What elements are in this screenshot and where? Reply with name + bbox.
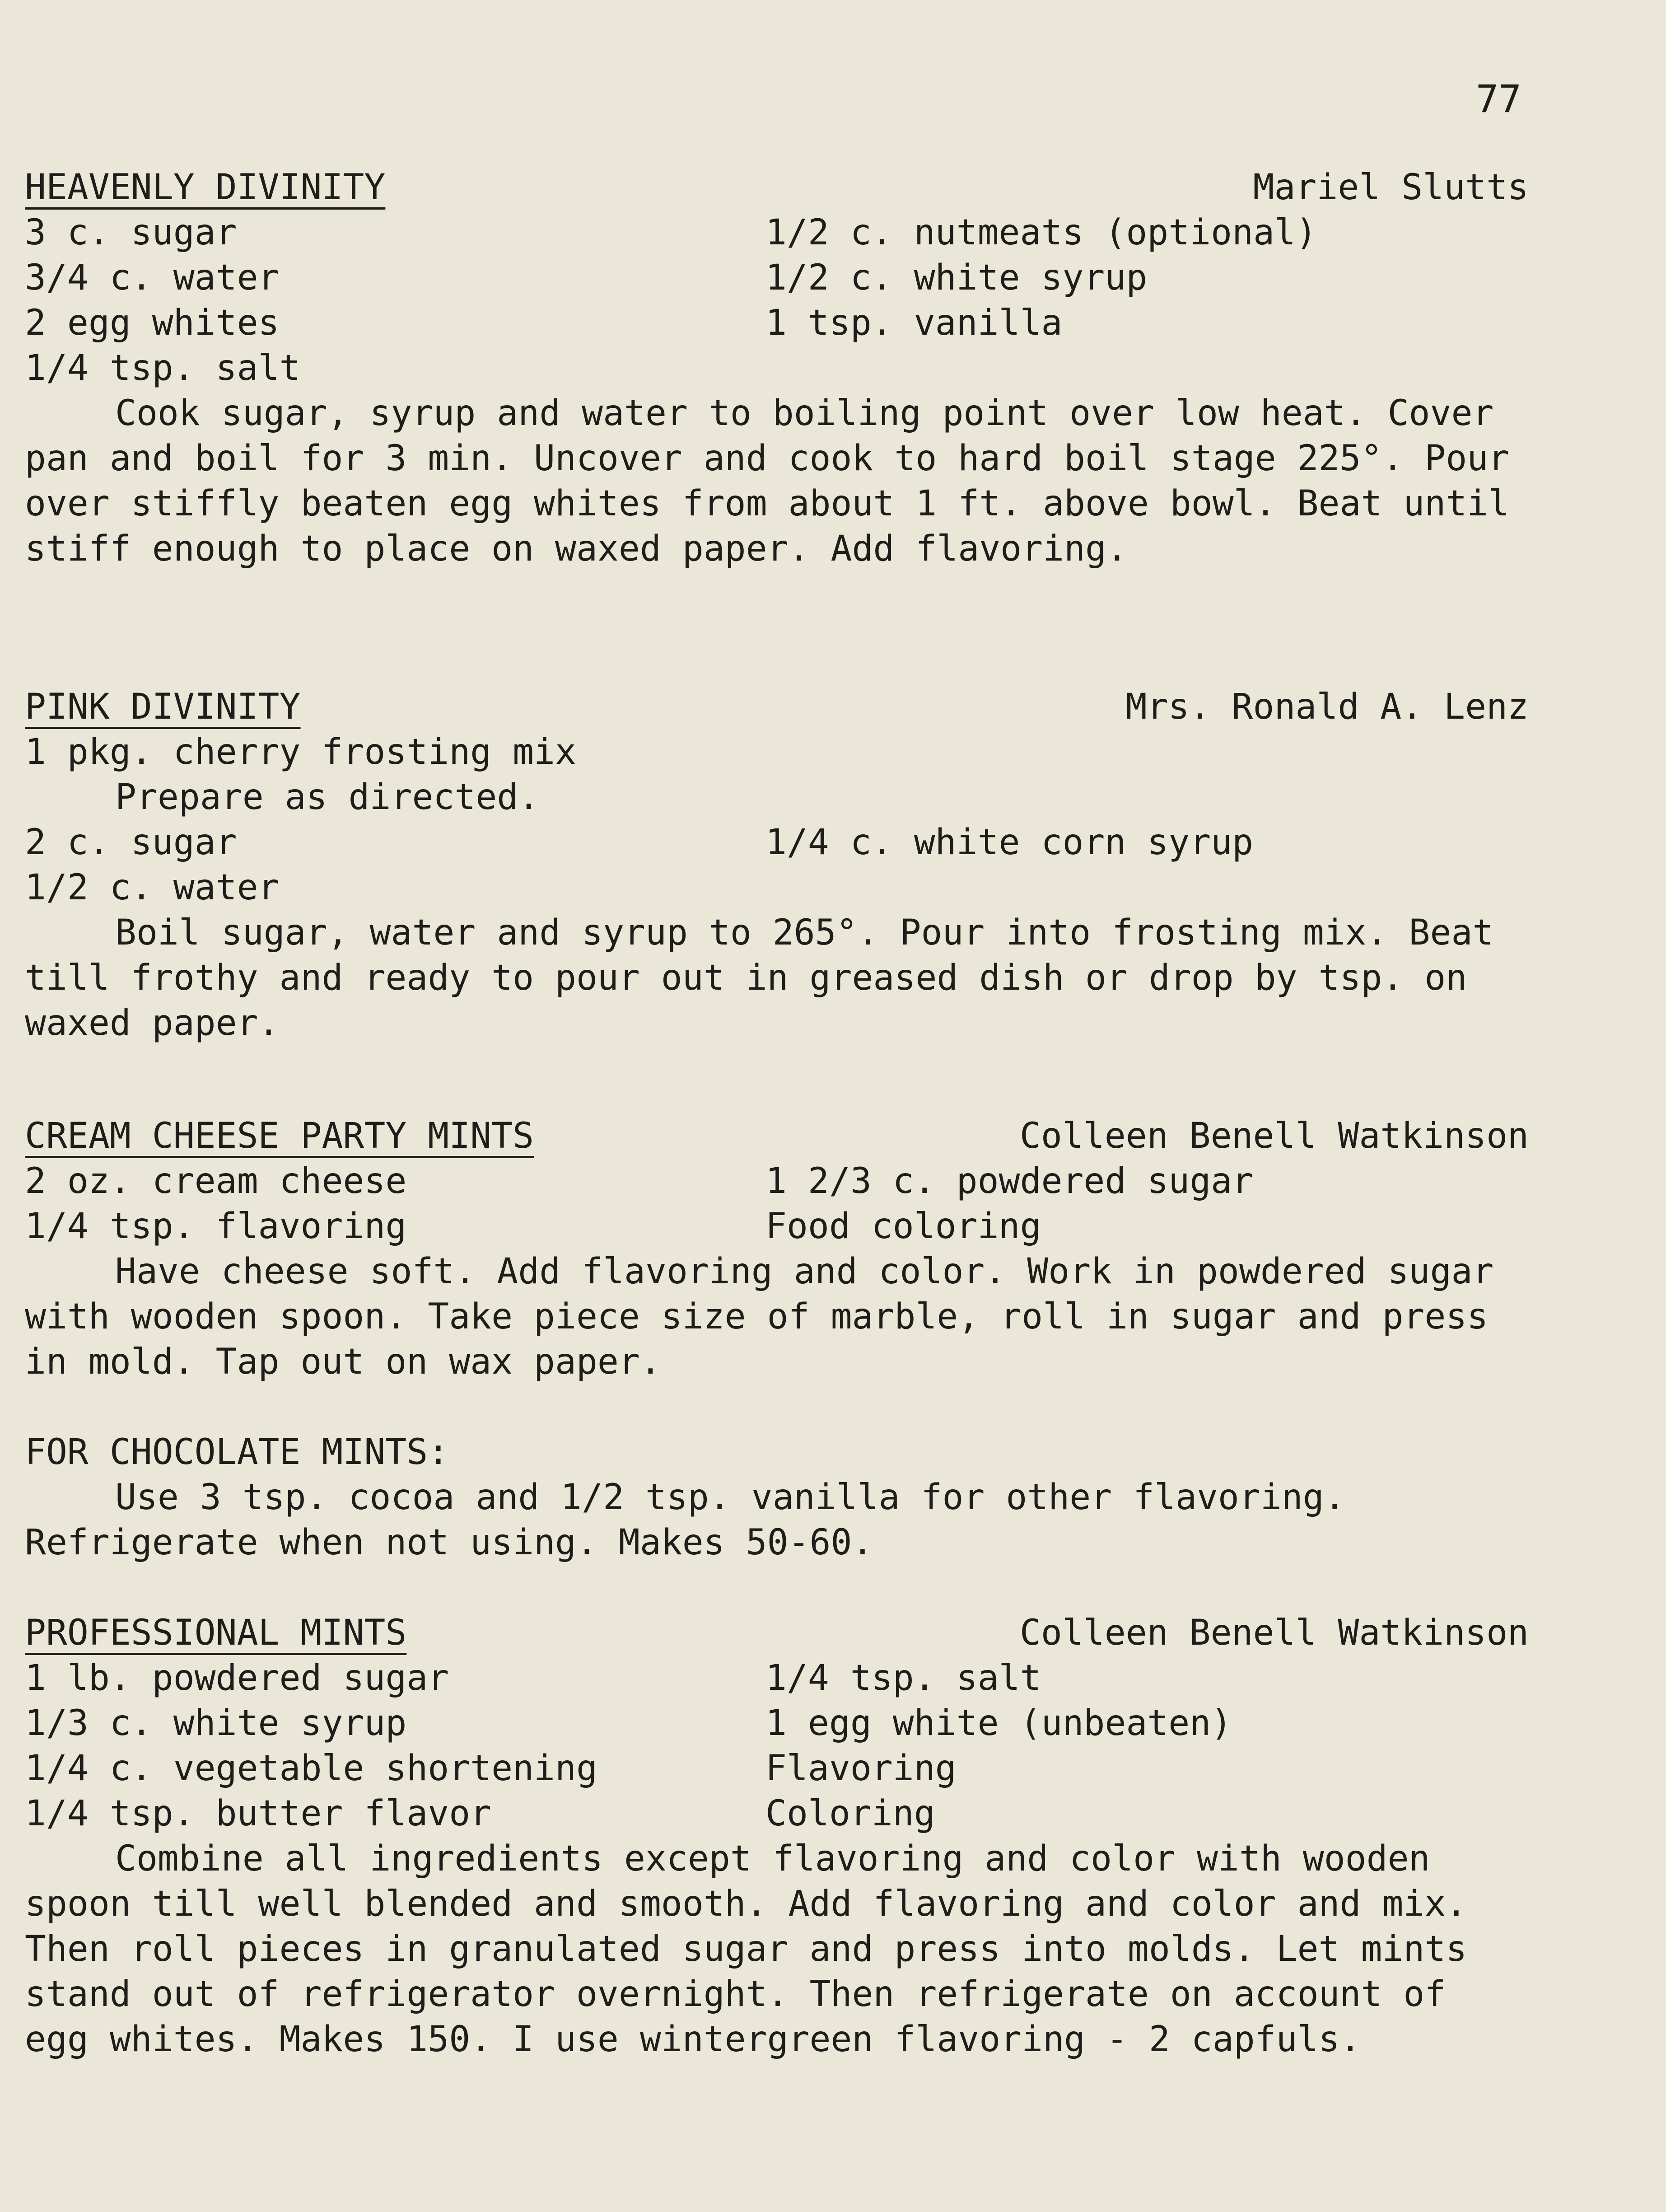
ingredient: 1/4 c. vegetable shortening xyxy=(25,1748,597,1789)
recipe-title: PROFESSIONAL MINTS xyxy=(25,1613,407,1653)
recipe-title: CREAM CHEESE PARTY MINTS xyxy=(25,1116,534,1156)
ingredient: 1/4 c. white corn syrup xyxy=(765,822,1254,863)
ingredient: 2 oz. cream cheese xyxy=(25,1161,407,1202)
ingredient: 3 c. sugar xyxy=(25,212,237,253)
recipe-title: FOR CHOCOLATE MINTS: xyxy=(25,1432,449,1473)
recipe-author: Colleen Benell Watkinson xyxy=(1019,1613,1529,1653)
ingredient: 2 egg whites xyxy=(25,303,280,343)
recipe-author: Mrs. Ronald A. Lenz xyxy=(1125,687,1529,727)
recipe-chocolate-mints xyxy=(25,1430,1529,1565)
ingredient: 1/4 tsp. salt xyxy=(25,348,301,388)
ingredient: 1/2 c. nutmeats (optional) xyxy=(765,212,1317,253)
recipe-directions: Cook sugar, syrup and water to boiling point over low heat. Cover pan and boil for 3 min. Uncover and cook to hard boil stage 225°. Pour over stiffly beaten egg whites from about 1 ft. above bowl. Beat until stiff enough to place on waxed paper. Add flavoring. xyxy=(25,393,1510,569)
ingredient: 1/3 c. white syrup xyxy=(25,1703,407,1744)
ingredient: 1 pkg. cherry frosting mix xyxy=(25,732,576,772)
ingredient: Flavoring xyxy=(765,1748,957,1789)
ingredient: 1 2/3 c. powdered sugar xyxy=(765,1161,1254,1202)
recipe-author: Mariel Slutts xyxy=(1253,167,1529,208)
ingredient: 3/4 c. water xyxy=(25,257,280,298)
page-number: 77 xyxy=(1475,77,1521,121)
recipe-heavenly-divinity xyxy=(25,165,1529,571)
recipe-pink-divinity xyxy=(25,684,1529,1046)
ingredient: 2 c. sugar xyxy=(25,822,237,863)
ingredient-list xyxy=(25,210,1529,391)
ingredient: 1/2 c. water xyxy=(25,867,280,908)
recipe-directions: Boil sugar, water and syrup to 265°. Pour into frosting mix. Beat till frothy and ready to pour out in greased dish or drop by tsp. on waxed paper. xyxy=(25,912,1494,1043)
ingredient: 1/2 c. white syrup xyxy=(765,257,1148,298)
recipe-directions: Use 3 tsp. cocoa and 1/2 tsp. vanilla for other flavoring. Refrigerate when not using. Makes 50-60. xyxy=(25,1477,1345,1563)
ingredient: 1 egg white (unbeaten) xyxy=(765,1703,1232,1744)
ingredient-list xyxy=(25,820,1529,910)
recipe-directions: Combine all ingredients except flavoring and color with wooden spoon till well blended and smooth. Add flavoring and color and mix. Then roll pieces in granulated sugar and press into molds. Let mints stand out of refrigerator overnight. Then refrigerate on account of egg whites. Makes 150. I use wintergreen flavoring - 2 capfuls. xyxy=(25,1838,1467,2060)
recipe-title: HEAVENLY DIVINITY xyxy=(25,167,386,208)
recipe-cream-cheese-party-mints xyxy=(25,1113,1529,1384)
recipe-title: PINK DIVINITY xyxy=(25,687,301,727)
ingredient: 1 tsp. vanilla xyxy=(765,303,1063,343)
ingredient: Food coloring xyxy=(765,1206,1041,1247)
ingredient: 1/4 tsp. flavoring xyxy=(25,1206,407,1247)
recipe-author: Colleen Benell Watkinson xyxy=(1019,1116,1529,1156)
ingredient-list xyxy=(25,1159,1529,1249)
recipe-professional-mints xyxy=(25,1610,1529,2062)
ingredient: 1 lb. powdered sugar xyxy=(25,1658,449,1698)
instruction-line: Prepare as directed. xyxy=(115,777,540,818)
ingredient: 1/4 tsp. butter flavor xyxy=(25,1793,492,1834)
ingredient-list xyxy=(25,1655,1529,1836)
ingredient: 1/4 tsp. salt xyxy=(765,1658,1041,1698)
recipe-directions: Have cheese soft. Add flavoring and color. Work in powdered sugar with wooden spoon. Take piece size of marble, roll in sugar and press in mold. Tap out on wax paper. xyxy=(25,1251,1494,1382)
ingredient: Coloring xyxy=(765,1793,935,1834)
